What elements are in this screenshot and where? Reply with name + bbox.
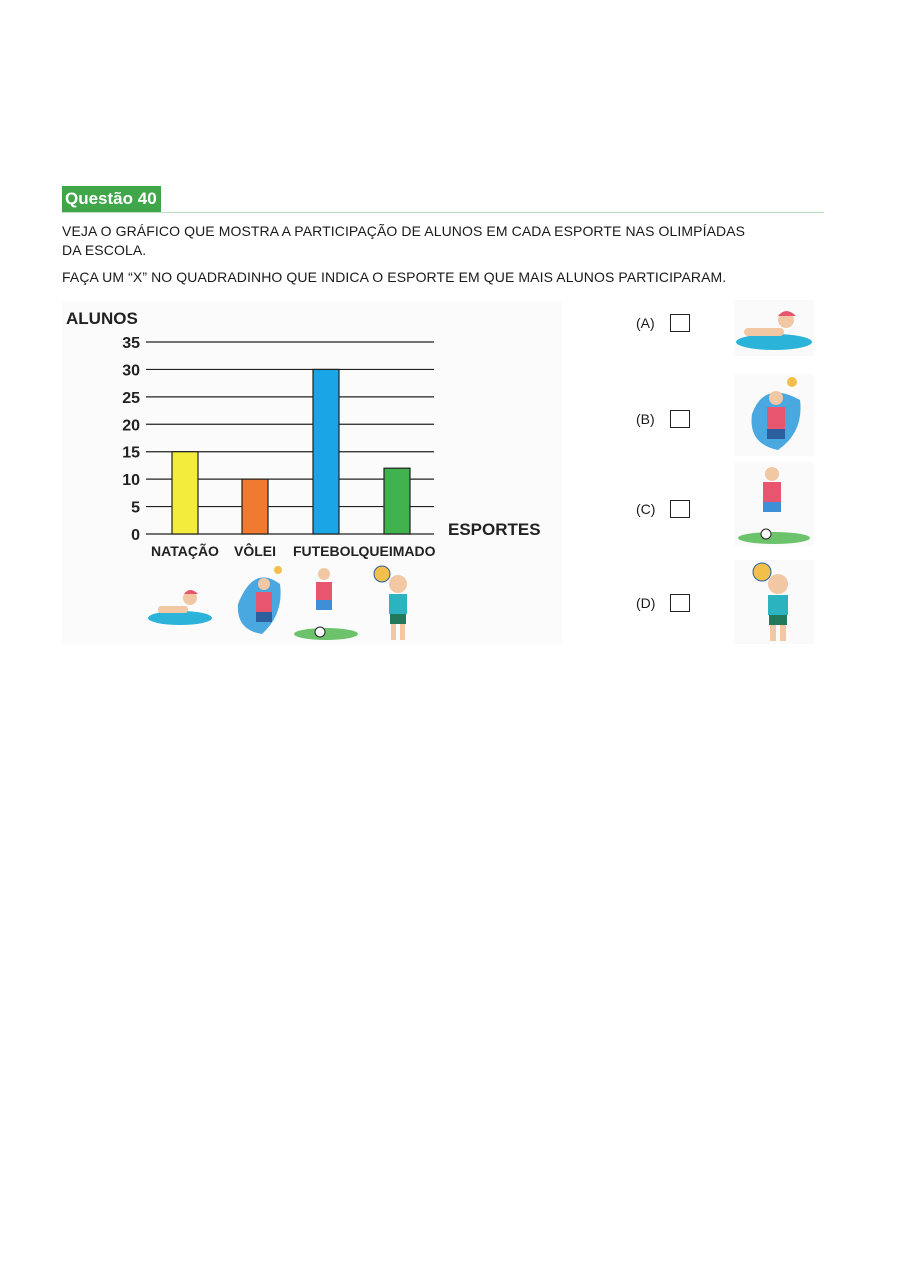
- y-tick-label: 5: [131, 499, 140, 517]
- question-text-line1: VEJA O GRÁFICO QUE MOSTRA A PARTICIPAÇÃO DE ALUNOS EM CADA ESPORTE NAS OLIMPÍADAS: [62, 223, 746, 239]
- y-tick-label: 15: [122, 444, 140, 462]
- volleyball-player-icon: [238, 566, 282, 634]
- swimmer-icon: [148, 590, 212, 625]
- option-d-checkbox[interactable]: [670, 594, 690, 612]
- option-b: [636, 410, 690, 428]
- y-tick-label: 10: [122, 472, 140, 490]
- y-tick-label: 35: [122, 335, 140, 352]
- x-axis-label: ESPORTES: [448, 520, 541, 539]
- dodgeball-player-icon: [734, 560, 814, 644]
- y-tick-label: 25: [122, 389, 140, 407]
- chart-svg: [62, 302, 562, 644]
- header-divider: [62, 212, 824, 213]
- option-c-checkbox[interactable]: [670, 500, 690, 518]
- bar: [242, 479, 268, 534]
- option-a-image: [734, 300, 814, 356]
- dodgeball-player-icon: [374, 566, 407, 640]
- question-title: Questão 40: [62, 186, 161, 212]
- y-tick-label: 30: [122, 362, 140, 380]
- option-a-checkbox[interactable]: [670, 314, 690, 332]
- question-text-line1b: DA ESCOLA.: [62, 242, 147, 258]
- x-tick-label: QUEIMADO: [358, 543, 436, 559]
- swimmer-icon: [734, 300, 814, 356]
- bar: [172, 452, 198, 534]
- option-d: [636, 594, 690, 612]
- question-statement: [62, 222, 802, 260]
- option-c: [636, 500, 690, 518]
- option-d-image: [734, 560, 814, 644]
- bar: [384, 468, 410, 534]
- option-a-label: (A): [636, 315, 655, 331]
- option-b-image: [734, 374, 814, 456]
- option-c-label: (C): [636, 501, 656, 517]
- bar-chart: [62, 302, 562, 644]
- y-axis-label: ALUNOS: [66, 309, 138, 328]
- x-tick-label: VÔLEI: [233, 543, 277, 559]
- soccer-player-icon: [734, 462, 814, 546]
- y-tick-label: 20: [122, 417, 140, 435]
- option-a: [636, 314, 690, 332]
- question-instruction: FAÇA UM “X” NO QUADRADINHO QUE INDICA O ESPORTE EM QUE MAIS ALUNOS PARTICIPARAM.: [62, 269, 727, 285]
- y-tick-label: 0: [131, 527, 140, 544]
- soccer-player-icon: [294, 568, 358, 640]
- option-b-label: (B): [636, 411, 655, 427]
- x-tick-label: FUTEBOL: [292, 543, 360, 559]
- volleyball-player-icon: [734, 374, 814, 456]
- question-header: [62, 186, 824, 214]
- option-d-label: (D): [636, 595, 656, 611]
- option-b-checkbox[interactable]: [670, 410, 690, 428]
- option-c-image: [734, 462, 814, 546]
- bar: [313, 369, 339, 534]
- x-tick-label: NATAÇÃO: [151, 543, 219, 559]
